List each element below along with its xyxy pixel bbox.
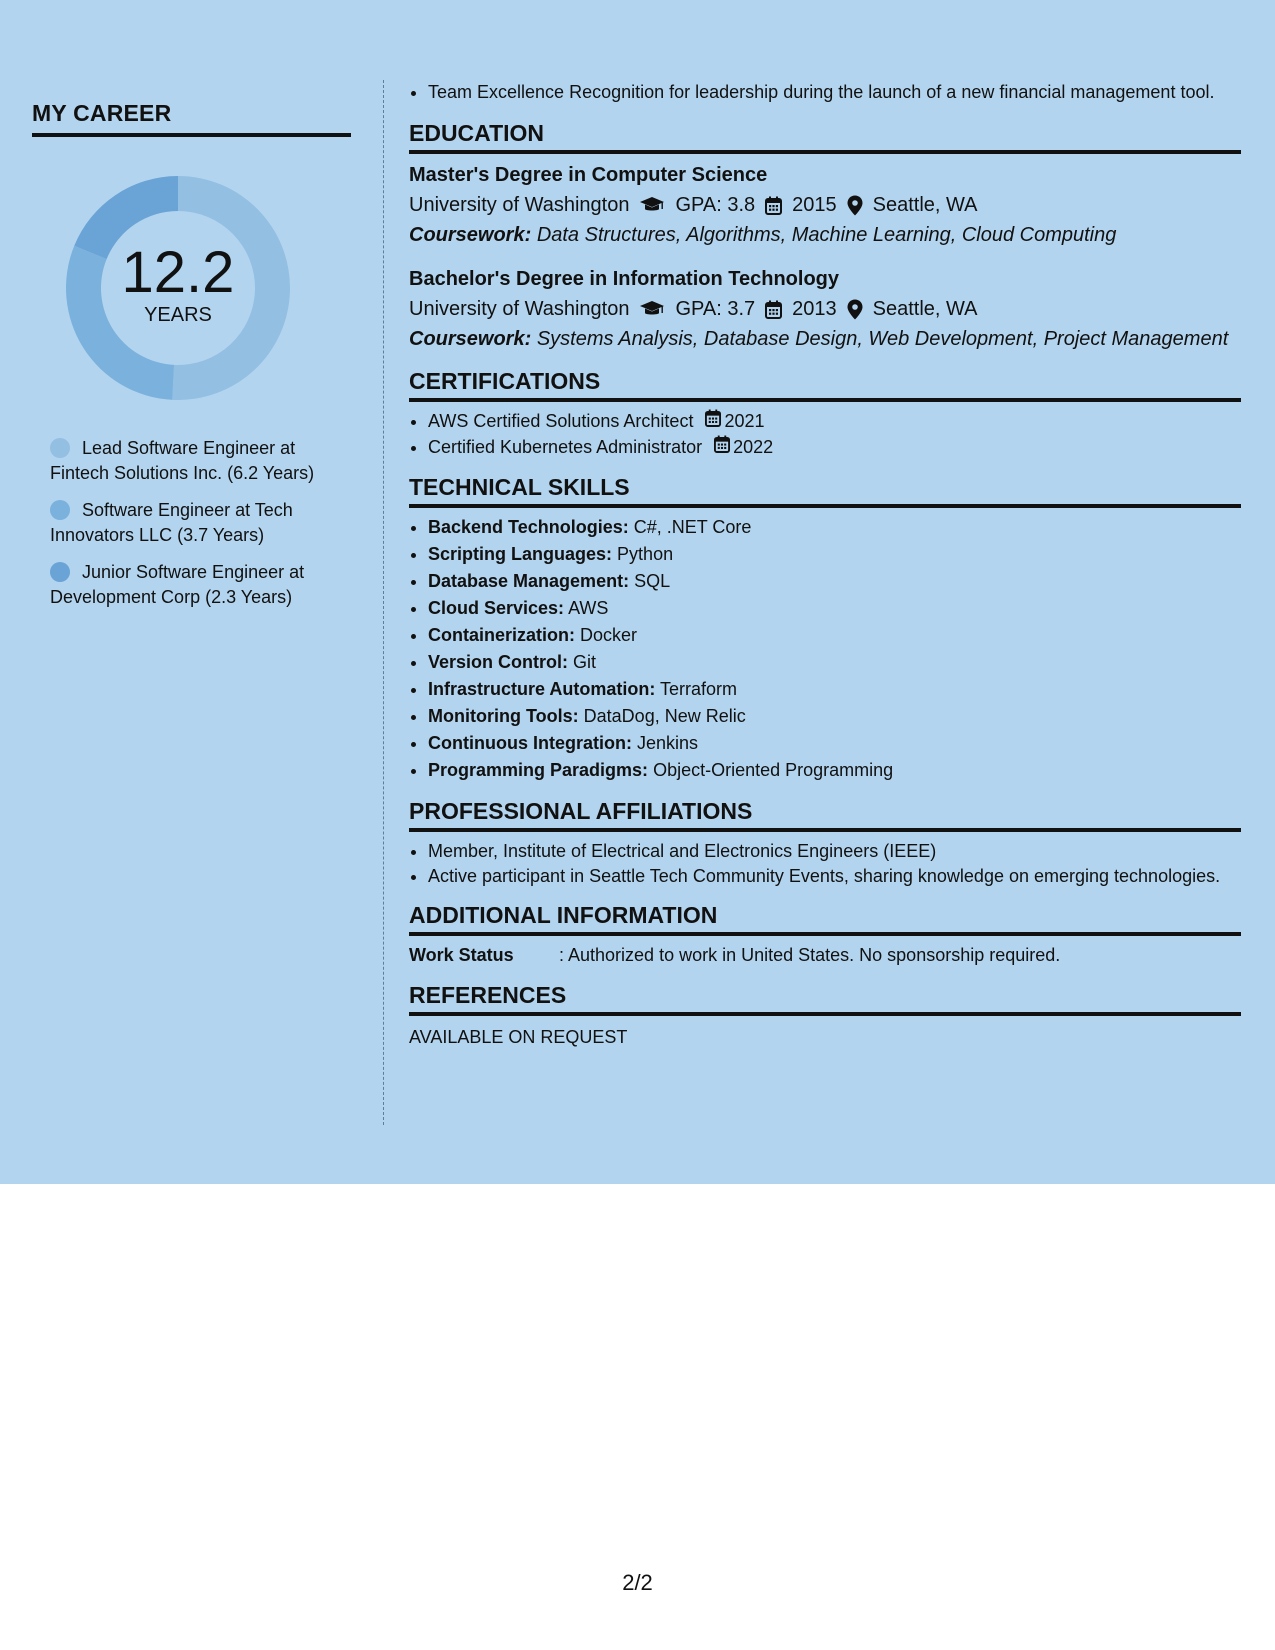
career-legend <box>50 436 350 622</box>
affiliations-section <box>409 798 1241 888</box>
graduation-cap-icon <box>639 300 665 318</box>
career-heading: MY CAREER <box>32 100 351 137</box>
skill-label: Database Management: <box>428 571 630 591</box>
list-item: • Member, Institute of Electrical and Electronics Engineers (IEEE) <box>428 838 1241 864</box>
career-sidebar <box>32 100 351 607</box>
map-pin-icon <box>847 299 863 320</box>
skill-value: AWS <box>568 598 609 618</box>
section-title: EDUCATION <box>409 120 1241 154</box>
education-meta <box>409 294 1241 324</box>
skill-label: Backend Technologies: <box>428 517 629 537</box>
section-title: CERTIFICATIONS <box>409 368 1241 402</box>
skill-label: Infrastructure Automation: <box>428 679 656 699</box>
legend-item <box>50 560 350 610</box>
education-section <box>409 120 1241 354</box>
school-location: Seattle, WA <box>872 298 978 320</box>
legend-item <box>50 498 350 548</box>
skill-label: Scripting Languages: <box>428 544 613 564</box>
skill-value: C#, .NET Core <box>633 517 752 537</box>
calendar-icon <box>765 300 782 319</box>
cert-year: 2021 <box>724 411 765 431</box>
graduation-year: 2015 <box>792 194 837 216</box>
skill-label: Containerization: <box>428 625 575 645</box>
coursework-list: Data Structures, Algorithms, Machine Learning, Cloud Computing <box>536 224 1117 246</box>
skill-value: DataDog, New Relic <box>583 706 746 726</box>
section-title: ADDITIONAL INFORMATION <box>409 902 1241 936</box>
skill-value: Jenkins <box>636 733 699 753</box>
section-title: TECHNICAL SKILLS <box>409 474 1241 508</box>
skill-value: Object-Oriented Programming <box>653 760 894 780</box>
calendar-icon <box>714 434 730 460</box>
list-item <box>428 730 1241 757</box>
column-divider <box>383 80 384 1125</box>
education-entry <box>409 264 1241 354</box>
cert-name: • Certified Kubernetes Administrator <box>428 437 703 457</box>
awards-list <box>409 80 1241 104</box>
legend-label: Lead Software Engineer at Fintech Solutions Inc. (6.2 Years) <box>50 438 315 483</box>
skill-value: Python <box>617 544 674 564</box>
list-item <box>428 541 1241 568</box>
cert-name: • AWS Certified Solutions Architect <box>428 411 694 431</box>
list-item <box>428 622 1241 649</box>
skill-label: Version Control: <box>428 652 569 672</box>
total-years-value: 12.2 <box>121 239 235 305</box>
school-location: Seattle, WA <box>872 194 978 216</box>
gpa-value: GPA: 3.7 <box>675 298 756 320</box>
calendar-icon <box>705 408 721 434</box>
work-status-value: : Authorized to work in United States. No sponsorship required. <box>559 945 1061 965</box>
graduation-year: 2013 <box>792 298 837 320</box>
references-section <box>409 982 1241 1050</box>
map-pin-icon <box>847 195 863 216</box>
additional-info-section <box>409 902 1241 968</box>
legend-dot <box>50 500 70 520</box>
list-item <box>428 434 1241 460</box>
coursework-label: Coursework: <box>409 328 532 350</box>
list-item <box>428 595 1241 622</box>
gpa-value: GPA: 3.8 <box>675 194 756 216</box>
references-text: AVAILABLE ON REQUEST <box>409 1027 628 1047</box>
degree-title: Master's Degree in Computer Science <box>409 164 768 186</box>
school-name: University of Washington <box>409 298 630 320</box>
legend-dot <box>50 562 70 582</box>
skill-value: Git <box>573 652 597 672</box>
coursework <box>409 324 1241 354</box>
page-number: 2/2 <box>622 1570 653 1595</box>
list-item <box>428 703 1241 730</box>
skills-section <box>409 474 1241 784</box>
list-item: • Active participant in Seattle Tech Community Events, sharing knowledge on emerging technologies. <box>428 864 1241 888</box>
cert-year: 2022 <box>733 437 774 457</box>
certifications-list <box>409 408 1241 460</box>
school-name: University of Washington <box>409 194 630 216</box>
legend-label: Junior Software Engineer at Development Corp (2.3 Years) <box>50 562 305 607</box>
section-title: REFERENCES <box>409 982 1241 1016</box>
career-donut-chart <box>66 176 290 400</box>
education-entry <box>409 160 1241 250</box>
affiliations-list <box>409 838 1241 888</box>
certifications-section <box>409 368 1241 460</box>
skill-value: Docker <box>580 625 638 645</box>
work-status-label: Work Status <box>409 945 514 965</box>
section-title: PROFESSIONAL AFFILIATIONS <box>409 798 1241 832</box>
degree-title: Bachelor's Degree in Information Technology <box>409 268 840 290</box>
list-item <box>428 568 1241 595</box>
legend-item <box>50 436 350 486</box>
skill-label: Cloud Services: <box>428 598 565 618</box>
skill-label: Continuous Integration: <box>428 733 632 753</box>
list-item <box>428 408 1241 434</box>
list-item <box>428 649 1241 676</box>
main-column <box>409 80 1241 1064</box>
skill-value: SQL <box>634 571 671 591</box>
coursework-list: Systems Analysis, Database Design, Web Development, Project Management <box>536 328 1229 350</box>
calendar-icon <box>765 196 782 215</box>
coursework <box>409 220 1241 250</box>
list-item <box>428 514 1241 541</box>
legend-label: Software Engineer at Tech Innovators LLC (3.7 Years) <box>50 500 293 545</box>
list-item <box>428 676 1241 703</box>
total-years-unit: YEARS <box>144 303 212 326</box>
list-item: • Team Excellence Recognition for leadership during the launch of a new financial management tool. <box>428 80 1241 104</box>
coursework-label: Coursework: <box>409 224 532 246</box>
legend-dot <box>50 438 70 458</box>
skill-value: Terraform <box>660 679 738 699</box>
skills-list <box>409 514 1241 784</box>
skill-label: Monitoring Tools: <box>428 706 579 726</box>
list-item <box>428 757 1241 784</box>
skill-label: Programming Paradigms: <box>428 760 649 780</box>
education-meta <box>409 190 1241 220</box>
graduation-cap-icon <box>639 196 665 214</box>
work-status-row <box>409 942 1241 968</box>
